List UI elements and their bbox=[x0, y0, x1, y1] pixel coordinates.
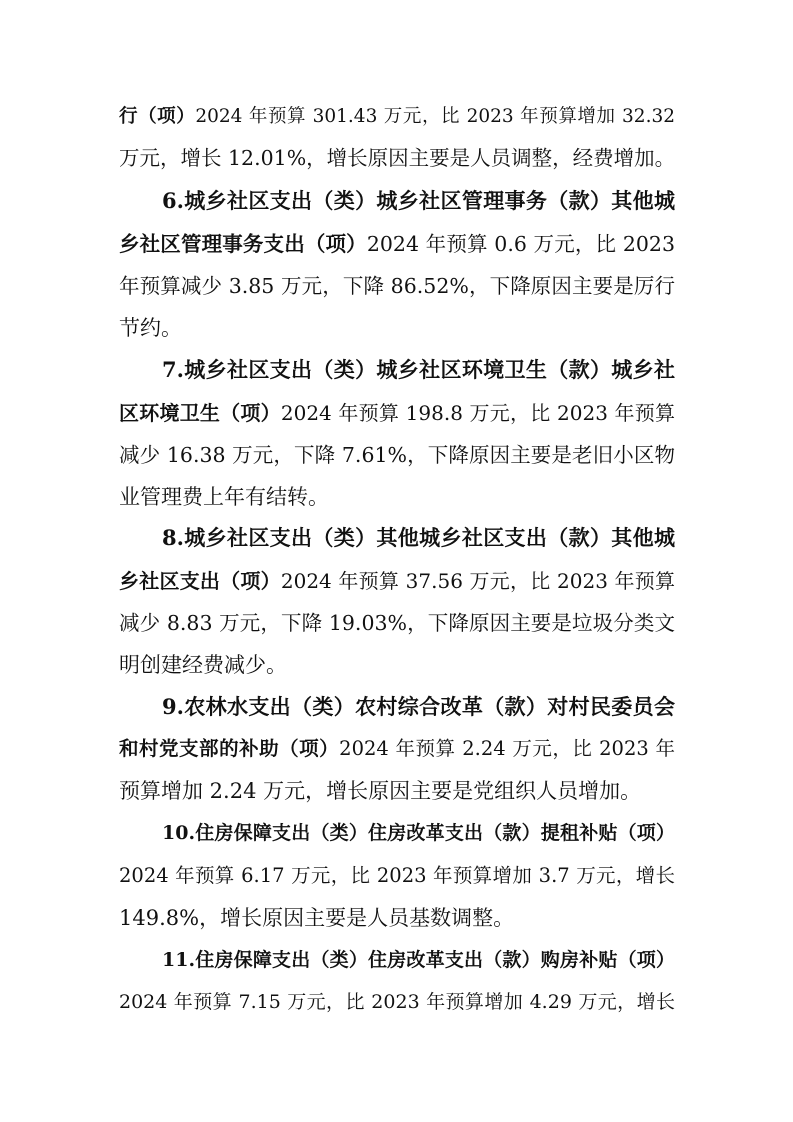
text-line-2 bbox=[119, 141, 675, 175]
line-text: 2024 年预算 37.56 万元，比 2023 年预算 bbox=[280, 569, 675, 593]
line-bold: 11.住房保障支出（类）住房改革支出（款）购房补贴（项） bbox=[162, 949, 675, 971]
line-bold: 行（项） bbox=[119, 106, 196, 127]
text-line-21 bbox=[162, 943, 675, 977]
line-bold: 7.城乡社区支出（类）城乡社区环境卫生（款）城乡社 bbox=[162, 357, 675, 382]
text-line-18 bbox=[162, 816, 675, 850]
text-line-8 bbox=[119, 396, 675, 430]
text-line-7 bbox=[162, 353, 675, 387]
line-bold: 9.农林水支出（类）农村综合改革（款）对村民委员会 bbox=[162, 694, 675, 719]
text-line-17 bbox=[119, 774, 675, 808]
text-line-1 bbox=[119, 100, 675, 134]
text-line-12 bbox=[119, 564, 675, 598]
text-line-14 bbox=[119, 648, 675, 682]
line-bold: 10.住房保障支出（类）住房改革支出（款）提租补贴（项） bbox=[162, 822, 675, 844]
line-text: 2024 年预算 2.24 万元，比 2023 年 bbox=[339, 737, 675, 760]
line-text: 149.8%，增长原因主要是人员基数调整。 bbox=[119, 906, 515, 930]
text-line-4 bbox=[119, 227, 675, 261]
line-text: 减少 8.83 万元，下降 19.03%，下降原因主要是垃圾分类文 bbox=[119, 611, 675, 635]
line-text: 预算增加 2.24 万元，增长原因主要是党组织人员增加。 bbox=[119, 779, 642, 803]
text-line-6 bbox=[119, 311, 675, 345]
text-line-11 bbox=[162, 521, 675, 555]
line-text: 2024 年预算 0.6 万元，比 2023 bbox=[366, 232, 676, 256]
line-text: 业管理费上年有结转。 bbox=[119, 485, 329, 509]
line-text: 万元，增长 12.01%，增长原因主要是人员调整，经费增加。 bbox=[119, 146, 676, 170]
line-bold: 区环境卫生（项） bbox=[119, 401, 281, 425]
text-line-3 bbox=[162, 184, 675, 218]
text-line-5 bbox=[119, 269, 675, 303]
line-text: 年预算减少 3.85 万元，下降 86.52%，下降原因主要是厉行 bbox=[119, 274, 675, 298]
text-line-19 bbox=[119, 859, 675, 893]
line-bold: 8.城乡社区支出（类）其他城乡社区支出（款）其他城 bbox=[162, 525, 675, 550]
line-bold: 乡社区支出（项） bbox=[119, 569, 281, 593]
line-text: 2024 年预算 6.17 万元，比 2023 年预算增加 3.7 万元，增长 bbox=[119, 864, 675, 887]
text-line-15 bbox=[162, 690, 675, 724]
line-bold: 和村党支部的补助（项） bbox=[119, 737, 340, 760]
line-text: 明创建经费减少。 bbox=[119, 653, 287, 677]
text-line-13 bbox=[119, 606, 675, 640]
line-text: 2024 年预算 198.8 万元，比 2023 年预算 bbox=[280, 401, 675, 425]
text-line-16 bbox=[119, 732, 675, 766]
text-line-22 bbox=[119, 985, 675, 1019]
text-line-20 bbox=[119, 901, 675, 935]
text-line-9 bbox=[119, 438, 675, 472]
text-line-10 bbox=[119, 480, 675, 514]
line-text: 减少 16.38 万元，下降 7.61%，下降原因主要是老旧小区物 bbox=[119, 443, 675, 467]
line-text: 节约。 bbox=[119, 316, 182, 340]
line-text: 2024 年预算 7.15 万元，比 2023 年预算增加 4.29 万元，增长 bbox=[119, 991, 675, 1013]
line-bold: 6.城乡社区支出（类）城乡社区管理事务（款）其他城 bbox=[162, 188, 675, 213]
line-bold: 乡社区管理事务支出（项） bbox=[119, 232, 367, 256]
line-text: 2024 年预算 301.43 万元，比 2023 年预算增加 32.32 bbox=[195, 106, 675, 127]
